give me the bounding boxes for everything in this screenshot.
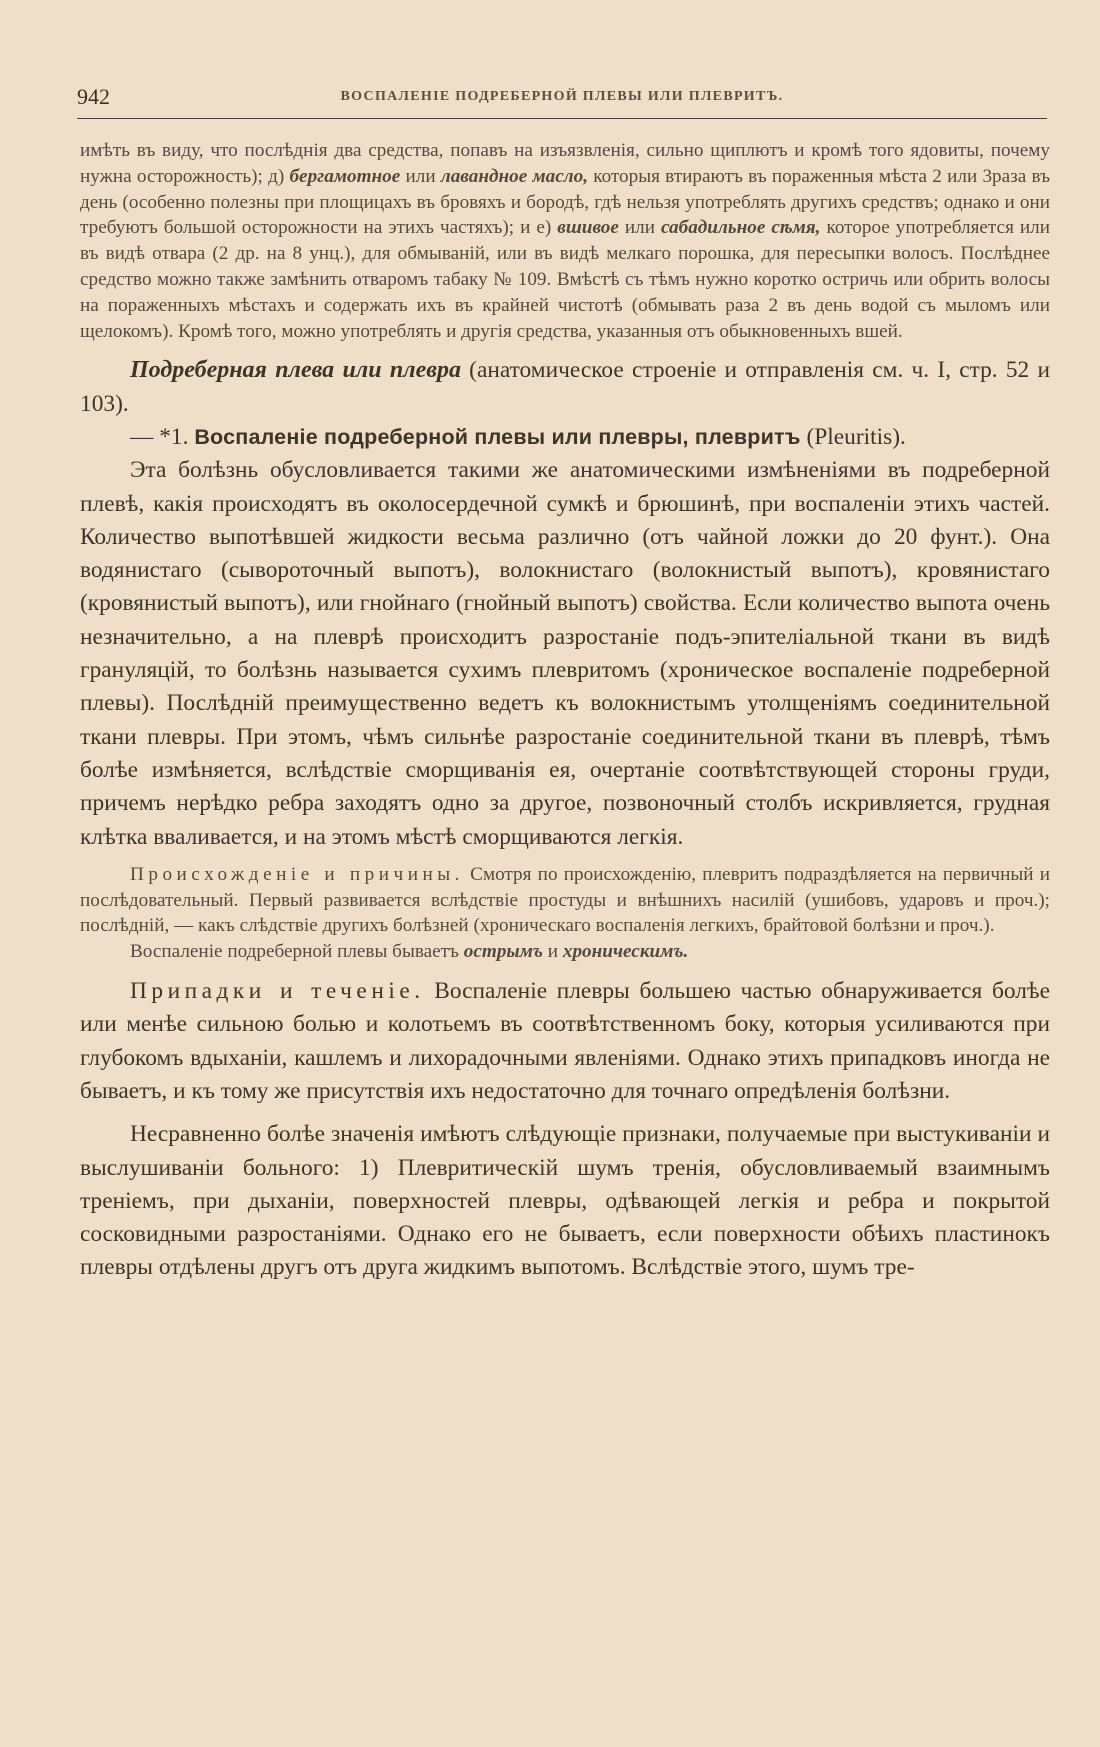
- paragraph-forms: [80, 939, 1050, 965]
- paragraph-signs: [80, 1118, 1050, 1284]
- header-rule: [77, 118, 1047, 119]
- text-run: которыя втираютъ въ пораженныя мѣста 2 или 3раза въ день (особенно полезны при площицахъ въ бровяхъ и бородѣ, гдѣ нельзя употреблять другихъ средствъ; однако и они требуютъ большой осторожности на этихъ частяхъ); и е): [80, 165, 1050, 239]
- text-run: Эта болѣзнь обусловливается такими же анатомическими измѣненіями въ подреберной плевѣ, какія происходятъ въ околосердечной сумкѣ и брюшинѣ, при воспаленіи этихъ частей. Количество выпотѣвшей жидкости весьма различно (отъ чайной ложки до 20 фунт.). Она водянистаго (сывороточный выпотъ), волокнистаго (волокнистый выпотъ), кровянистаго (кровянистый выпотъ), или гнойнаго (гнойный выпотъ) свойства. Если количество выпота очень незначительно, а на плеврѣ происходитъ разростаніе подъ-эпителіальной ткани въ видѣ грануляцій, то болѣзнь называется сухимъ плевритомъ (хроническое воспаленіе подреберной плевы). Послѣдній преимущественно ведетъ къ волокнистымъ утолщеніямъ соединительной ткани плевры. При этомъ, чѣмъ сильнѣе разростаніе соединительной ткани въ плеврѣ, тѣмъ болѣе измѣняется, вслѣдствіе сморщиванія ея, очертаніе соотвѣтствующей стороны груди, причемъ нерѣдко ребра заходятъ одно за другое, позвоночный столбъ искривляется, грудная клѣтка вваливается, и на этомъ мѣстѣ сморщиваются легкія.: [80, 457, 1050, 850]
- italic-term: бергамотное: [289, 165, 401, 187]
- text-run: или: [400, 165, 441, 187]
- heading-latin: (Pleuritis).: [800, 423, 906, 450]
- text-run: или: [618, 217, 661, 239]
- running-head: ВОСПАЛЕНІЕ ПОДРЕБЕРНОЙ ПЛЕВЫ ИЛИ ПЛЕВРИТЪ.: [340, 89, 784, 104]
- page-body: [80, 138, 1050, 1285]
- heading-prefix: — *1.: [130, 423, 195, 450]
- section-title-paragraph: [80, 354, 1050, 421]
- italic-term: лавандное масло,: [440, 165, 588, 187]
- italic-term: сабадильное сѣмя,: [661, 217, 821, 239]
- italic-term: вшивое: [557, 217, 619, 239]
- article-heading: [80, 421, 1050, 454]
- spaced-lead: Происхожденіе и причины.: [130, 863, 464, 885]
- text-run: Воспаленіе плевры большею частью обнаруживается болѣе или менѣе сильною болью и колотьемъ въ соотвѣтственномъ боку, которыя усиливаются при глубокомъ вдыханіи, кашлемъ и лихорадочными явленіями. Однако этихъ припадковъ иногда не бываетъ, и къ тому же присутствія ихъ недостаточно для точнаго опредѣленія болѣзни.: [80, 978, 1050, 1104]
- spaced-lead: Припадки и теченіе.: [130, 978, 425, 1005]
- paragraph-origin: [80, 862, 1050, 939]
- section-title: Подреберная плева или плевра: [130, 357, 461, 384]
- italic-term: острымъ: [463, 941, 543, 963]
- text-run: имѣть въ виду, что послѣднія два средства, попавъ на изъязвленія, сильно щиплютъ и кромѣ того ядовиты, почему нужна осторожность); д): [80, 140, 1050, 187]
- paragraph-symptoms: [80, 975, 1050, 1108]
- text-run: и: [542, 941, 563, 963]
- section-reference: (анатомическое строеніе и отправленія см. ч. I, стр. 52 и 103).: [80, 357, 1050, 417]
- text-run: Несравненно болѣе значенія имѣютъ слѣдующіе признаки, получаемые при выстукиваніи и выслушиваніи больного: 1) Плевритическій шумъ тренія, обусловливаемый взаимнымъ треніемъ, при дыханіи, поверхностей плевры, одѣвающей легкія и ребра и покрытой сосковидными разростаніями. Однако его не бываетъ, если поверхности обѣихъ пластинокъ плевры отдѣлены другъ отъ друга жидкимъ выпотомъ. Вслѣдствіе этого, шумъ тре-: [80, 1121, 1050, 1281]
- text-run: Воспаленіе подреберной плевы бываетъ: [130, 941, 464, 963]
- italic-term: хроническимъ.: [562, 941, 689, 963]
- page-header: [77, 84, 1047, 118]
- text-run: Смотря по происхожденію, плевритъ подраздѣляется на первичный и послѣдовательный. Первый развивается вслѣдствіе простуды и внѣшнихъ насилій (ушибовъ, ударовъ и проч.); послѣдній, — какъ слѣдствіе другихъ болѣзней (хроническаго воспаленія легкихъ, брайтовой болѣзни и проч.).: [80, 863, 1050, 937]
- paragraph-description: [80, 454, 1050, 854]
- page-number: 942: [77, 84, 110, 109]
- paragraph-continuation: [80, 138, 1050, 344]
- heading-label: Воспаленіе подреберной плевы или плевры, плевритъ: [194, 424, 801, 449]
- text-run: которое употребляется или въ видѣ отвара (2 др. на 8 унц.), для обмываній, или въ видѣ мелкаго порошка, для пересыпки волосъ. Послѣднее средство можно также замѣнить отваромъ табаку № 109. Вмѣстѣ съ тѣмъ нужно коротко остричь или обрить волосы на пораженныхъ мѣстахъ и содержать ихъ въ крайней чистотѣ (обмывать раза 2 въ день водой съ мыломъ или щелокомъ). Кромѣ того, можно употреблять и другія средства, указанныя отъ обыкновенныхъ вшей.: [80, 217, 1050, 342]
